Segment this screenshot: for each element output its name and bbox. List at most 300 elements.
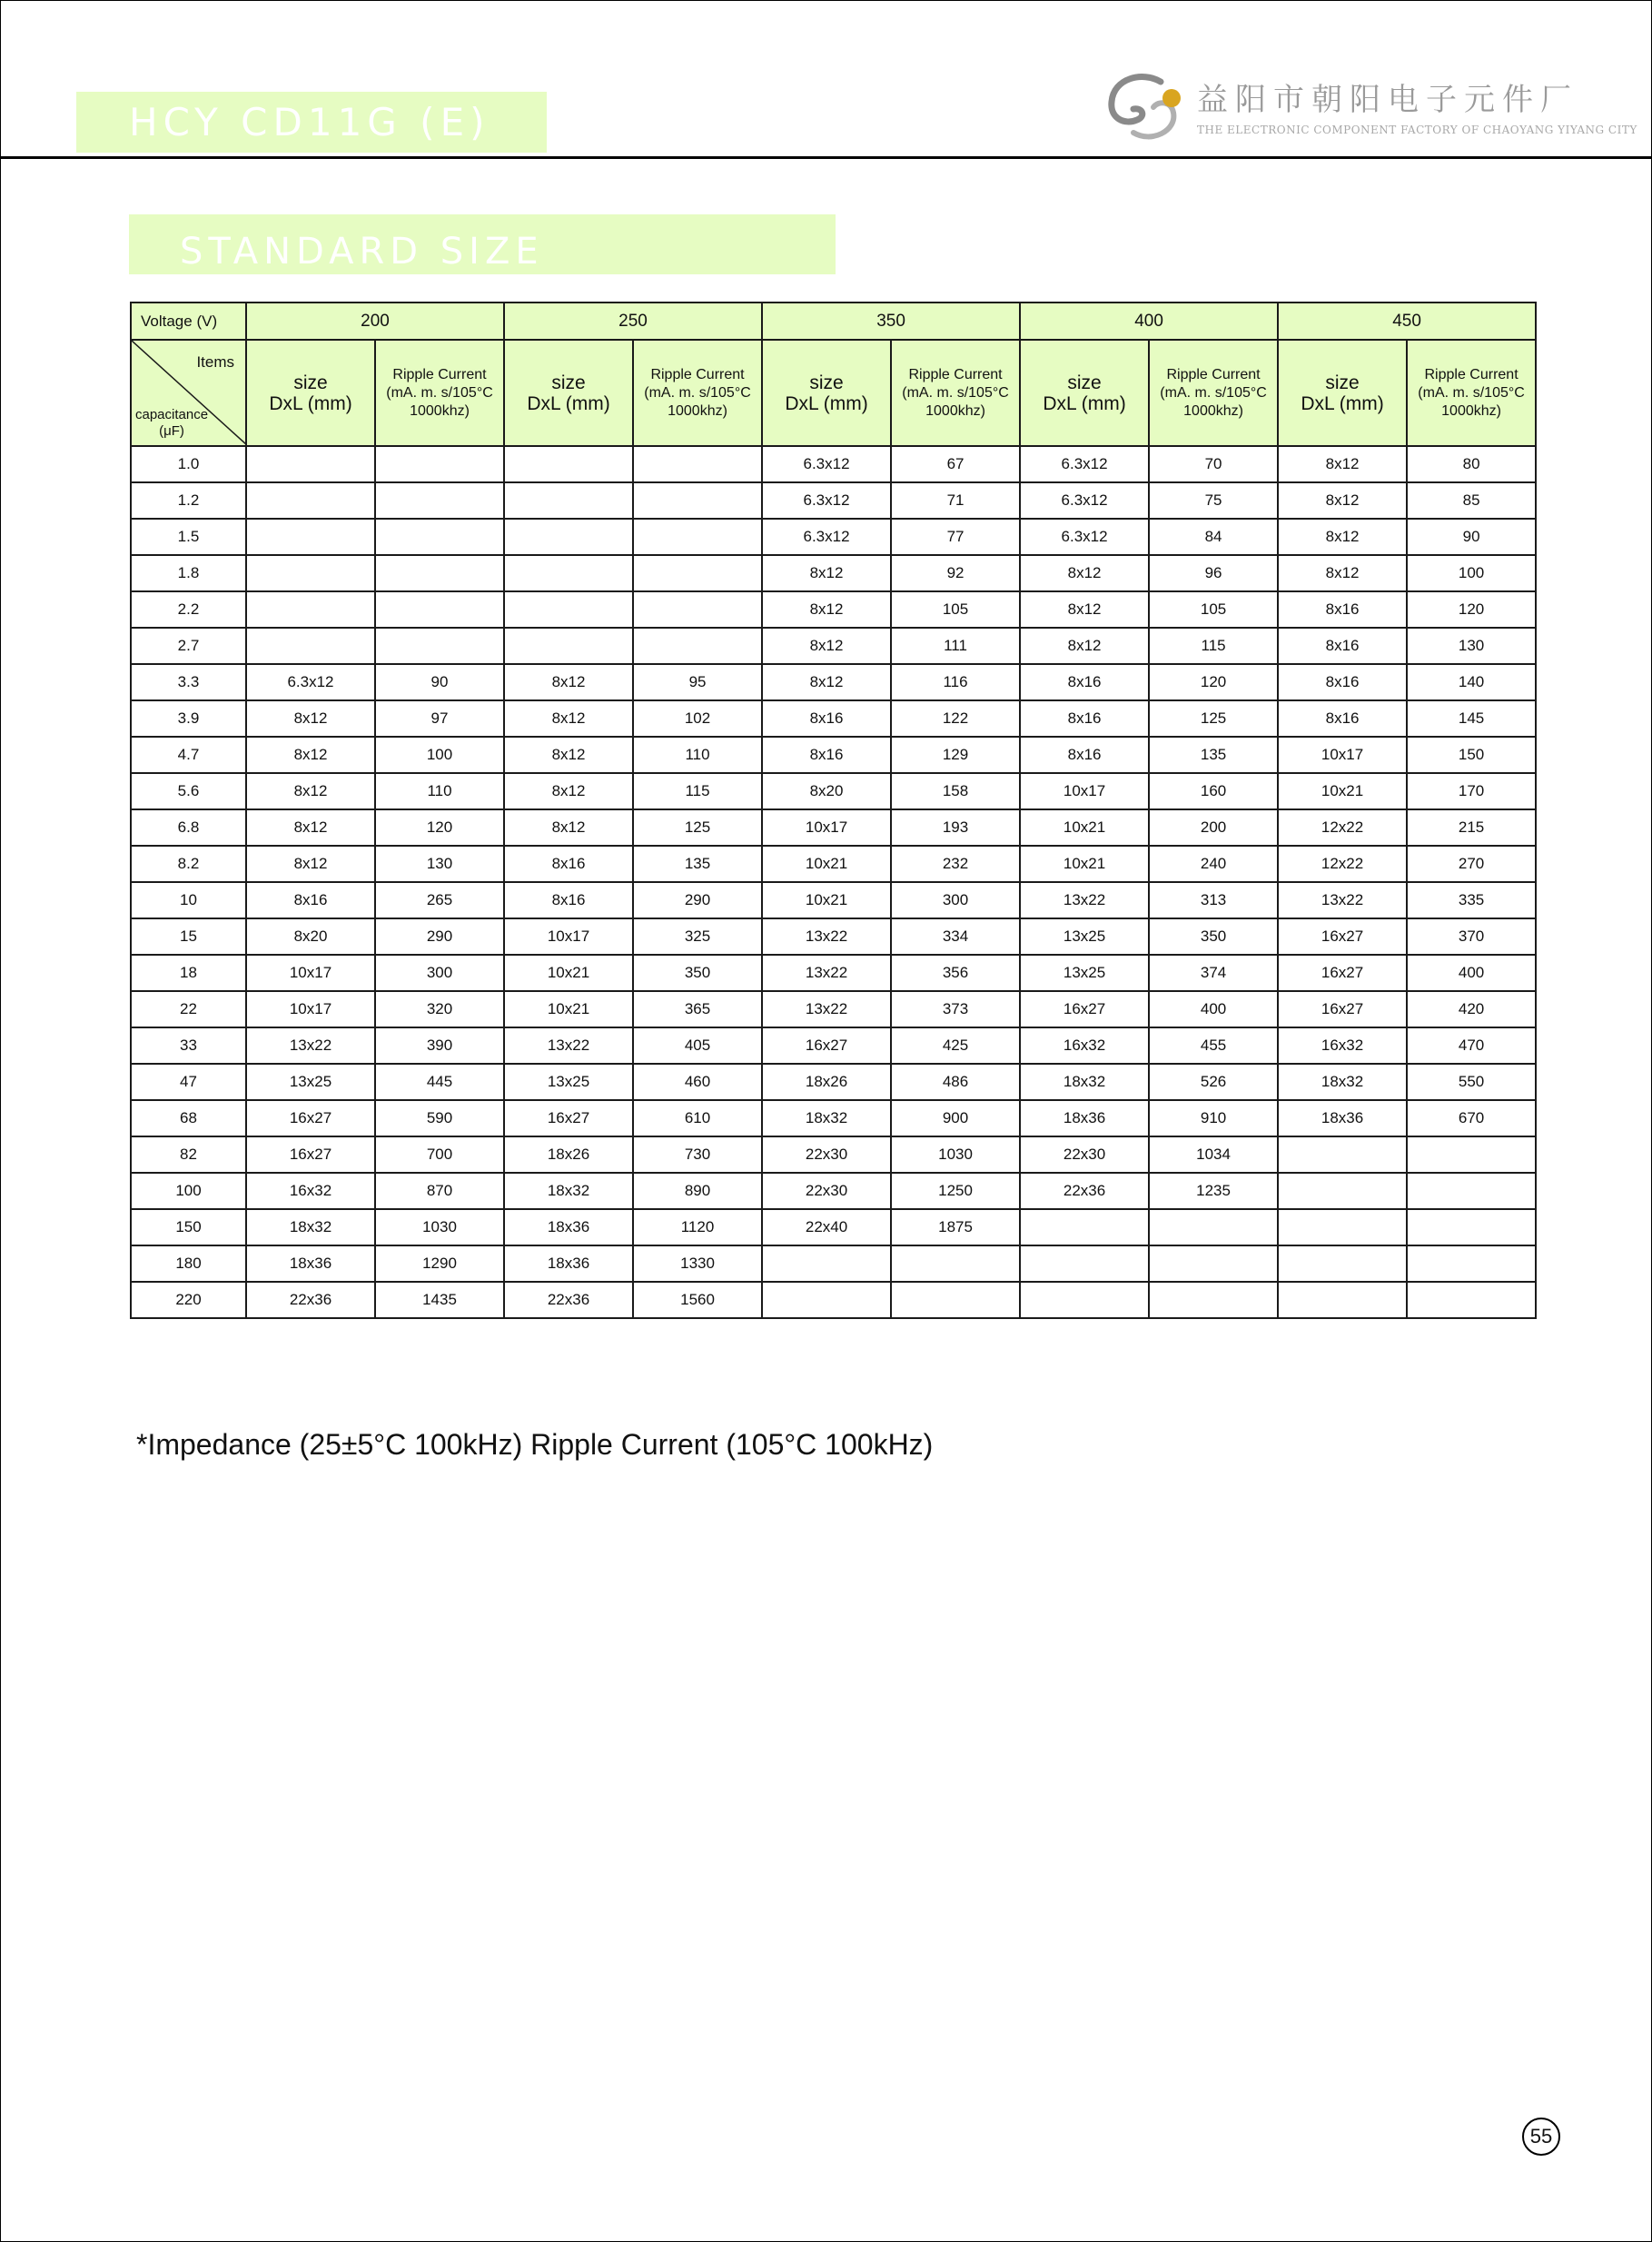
size-cell: 8x12 <box>762 555 891 591</box>
size-cell <box>1020 1245 1149 1282</box>
ripple-header-line: Ripple Current <box>650 366 745 382</box>
size-cell <box>504 482 633 519</box>
size-cell: 8x12 <box>1278 555 1407 591</box>
size-cell: 18x32 <box>1020 1064 1149 1100</box>
size-cell <box>504 591 633 628</box>
voltage-label: Voltage (V) <box>131 303 246 340</box>
size-cell <box>504 519 633 555</box>
table-row <box>131 918 1536 955</box>
ripple-current-cell: 445 <box>375 1064 504 1100</box>
size-cell: 8x12 <box>246 773 375 809</box>
ripple-current-cell: 290 <box>375 918 504 955</box>
capacitance-cell: 3.9 <box>131 700 246 737</box>
ripple-current-cell: 150 <box>1407 737 1536 773</box>
capacitance-cell: 1.2 <box>131 482 246 519</box>
ripple-current-cell: 90 <box>1407 519 1536 555</box>
voltage-200: 200 <box>246 303 504 340</box>
ripple-header-line: Ripple Current <box>908 366 1003 382</box>
ripple-current-cell: 425 <box>891 1027 1020 1064</box>
ripple-current-cell: 325 <box>633 918 762 955</box>
capacitance-cell: 1.0 <box>131 446 246 482</box>
ripple-current-cell: 400 <box>1149 991 1278 1027</box>
size-cell: 6.3x12 <box>246 664 375 700</box>
size-header <box>1278 340 1407 446</box>
size-cell: 8x16 <box>1278 664 1407 700</box>
ripple-current-cell: 145 <box>1407 700 1536 737</box>
size-cell: 8x12 <box>246 846 375 882</box>
size-cell: 18x36 <box>504 1209 633 1245</box>
ripple-current-header <box>1407 340 1536 446</box>
size-cell: 12x22 <box>1278 809 1407 846</box>
size-cell <box>246 555 375 591</box>
ripple-current-cell: 100 <box>375 737 504 773</box>
ripple-current-cell: 84 <box>1149 519 1278 555</box>
company-name-english: THE ELECTRONIC COMPONENT FACTORY OF CHAOYANG YIYANG CITY <box>1197 124 1637 136</box>
capacitance-cell: 3.3 <box>131 664 246 700</box>
ripple-current-cell: 374 <box>1149 955 1278 991</box>
size-cell: 16x27 <box>762 1027 891 1064</box>
ripple-current-cell: 405 <box>633 1027 762 1064</box>
ripple-current-cell <box>375 591 504 628</box>
ripple-current-cell: 240 <box>1149 846 1278 882</box>
size-cell: 6.3x12 <box>1020 446 1149 482</box>
size-cell: 6.3x12 <box>762 482 891 519</box>
ripple-header-line: (mA. m. s/105°C <box>1160 384 1267 401</box>
capacitance-cell: 18 <box>131 955 246 991</box>
ripple-header-line: (mA. m. s/105°C <box>644 384 751 401</box>
size-cell: 10x17 <box>504 918 633 955</box>
size-cell: 6.3x12 <box>1020 482 1149 519</box>
size-cell: 22x36 <box>504 1282 633 1318</box>
size-cell <box>1278 1245 1407 1282</box>
size-cell: 13x22 <box>762 955 891 991</box>
product-title: HCY CD11G (E) <box>76 92 547 153</box>
size-cell: 16x27 <box>1278 991 1407 1027</box>
ripple-current-cell: 70 <box>1149 446 1278 482</box>
ripple-current-cell: 105 <box>891 591 1020 628</box>
size-cell: 10x17 <box>1278 737 1407 773</box>
capacitance-label <box>135 407 208 440</box>
voltage-400: 400 <box>1020 303 1278 340</box>
ripple-current-cell: 170 <box>1407 773 1536 809</box>
ripple-current-cell: 356 <box>891 955 1020 991</box>
ripple-current-cell: 158 <box>891 773 1020 809</box>
size-cell: 18x26 <box>504 1136 633 1173</box>
size-cell: 18x36 <box>1278 1100 1407 1136</box>
ripple-current-cell: 870 <box>375 1173 504 1209</box>
size-cell: 6.3x12 <box>762 446 891 482</box>
ripple-current-cell: 900 <box>891 1100 1020 1136</box>
size-cell: 8x16 <box>1020 664 1149 700</box>
size-cell: 13x25 <box>1020 955 1149 991</box>
ripple-current-cell: 122 <box>891 700 1020 737</box>
size-cell: 16x27 <box>1278 955 1407 991</box>
size-cell: 22x36 <box>1020 1173 1149 1209</box>
ripple-header-line: 1000khz) <box>925 402 985 419</box>
ripple-current-cell: 125 <box>633 809 762 846</box>
size-cell: 16x32 <box>246 1173 375 1209</box>
ripple-current-cell <box>1407 1209 1536 1245</box>
size-cell: 13x22 <box>1020 882 1149 918</box>
table-row <box>131 1245 1536 1282</box>
size-header-line: DxL (mm) <box>269 392 352 414</box>
size-header-line: size <box>1067 372 1102 393</box>
table-row <box>131 446 1536 482</box>
page-number: 55 <box>1522 2118 1560 2156</box>
size-cell: 8x16 <box>504 882 633 918</box>
size-cell: 16x27 <box>1278 918 1407 955</box>
ripple-current-cell: 92 <box>891 555 1020 591</box>
ripple-current-header <box>1149 340 1278 446</box>
ripple-current-cell: 1030 <box>891 1136 1020 1173</box>
size-cell: 10x21 <box>504 991 633 1027</box>
ripple-current-cell <box>891 1282 1020 1318</box>
size-cell: 8x16 <box>1278 628 1407 664</box>
capacitance-cell: 68 <box>131 1100 246 1136</box>
ripple-header-line: 1000khz) <box>1183 402 1243 419</box>
size-cell: 16x32 <box>1278 1027 1407 1064</box>
size-cell: 13x25 <box>1020 918 1149 955</box>
size-cell: 8x12 <box>762 664 891 700</box>
standard-size-table <box>130 302 1537 1319</box>
size-cell: 16x32 <box>1020 1027 1149 1064</box>
size-cell: 10x21 <box>762 846 891 882</box>
table-row <box>131 664 1536 700</box>
ripple-current-cell: 160 <box>1149 773 1278 809</box>
size-header-line: DxL (mm) <box>785 392 868 414</box>
size-cell: 10x21 <box>1278 773 1407 809</box>
size-cell <box>1278 1136 1407 1173</box>
ripple-header-line: 1000khz) <box>668 402 727 419</box>
size-cell: 8x12 <box>762 591 891 628</box>
ripple-current-cell: 85 <box>1407 482 1536 519</box>
ripple-current-cell: 460 <box>633 1064 762 1100</box>
ripple-current-cell: 1250 <box>891 1173 1020 1209</box>
size-cell: 8x16 <box>762 737 891 773</box>
ripple-header-line: 1000khz) <box>410 402 470 419</box>
size-cell <box>1020 1282 1149 1318</box>
ripple-header-line: (mA. m. s/105°C <box>902 384 1009 401</box>
size-cell: 16x27 <box>246 1100 375 1136</box>
ripple-current-cell: 320 <box>375 991 504 1027</box>
table-row <box>131 882 1536 918</box>
table-row <box>131 737 1536 773</box>
size-cell: 10x21 <box>1020 846 1149 882</box>
ripple-current-cell: 550 <box>1407 1064 1536 1100</box>
size-cell: 8x12 <box>504 737 633 773</box>
capacitance-cell: 33 <box>131 1027 246 1064</box>
size-cell: 8x12 <box>504 773 633 809</box>
size-cell: 12x22 <box>1278 846 1407 882</box>
ripple-current-cell: 1235 <box>1149 1173 1278 1209</box>
ripple-current-cell: 486 <box>891 1064 1020 1100</box>
ripple-current-cell <box>633 591 762 628</box>
size-cell <box>1278 1209 1407 1245</box>
ripple-current-cell: 300 <box>375 955 504 991</box>
ripple-current-cell <box>633 446 762 482</box>
size-header-line: size <box>293 372 328 393</box>
size-cell: 8x12 <box>1278 519 1407 555</box>
size-cell: 10x17 <box>246 991 375 1027</box>
ripple-current-cell: 400 <box>1407 955 1536 991</box>
ripple-current-cell: 111 <box>891 628 1020 664</box>
ripple-current-cell: 215 <box>1407 809 1536 846</box>
capacitance-cell: 6.8 <box>131 809 246 846</box>
size-cell: 13x22 <box>504 1027 633 1064</box>
ripple-current-cell <box>633 482 762 519</box>
size-cell: 10x17 <box>246 955 375 991</box>
capacitance-cell: 10 <box>131 882 246 918</box>
ripple-current-cell: 100 <box>1407 555 1536 591</box>
ripple-current-cell: 1435 <box>375 1282 504 1318</box>
ripple-current-cell: 610 <box>633 1100 762 1136</box>
voltage-250: 250 <box>504 303 762 340</box>
ripple-current-cell: 300 <box>891 882 1020 918</box>
ripple-current-cell: 910 <box>1149 1100 1278 1136</box>
ripple-current-cell <box>375 446 504 482</box>
size-cell: 8x16 <box>1278 700 1407 737</box>
ripple-current-cell: 129 <box>891 737 1020 773</box>
ripple-current-cell: 700 <box>375 1136 504 1173</box>
ripple-current-cell <box>375 628 504 664</box>
ripple-current-cell: 1030 <box>375 1209 504 1245</box>
table-row <box>131 1209 1536 1245</box>
ripple-current-cell: 1330 <box>633 1245 762 1282</box>
table-row <box>131 1100 1536 1136</box>
size-cell: 22x30 <box>1020 1136 1149 1173</box>
size-cell: 8x12 <box>1020 555 1149 591</box>
ripple-current-cell: 97 <box>375 700 504 737</box>
ripple-current-cell: 120 <box>1149 664 1278 700</box>
size-cell: 16x27 <box>1020 991 1149 1027</box>
capacitance-cell: 8.2 <box>131 846 246 882</box>
size-cell: 8x12 <box>1278 482 1407 519</box>
ripple-current-cell: 135 <box>1149 737 1278 773</box>
ripple-current-cell: 110 <box>375 773 504 809</box>
table-row <box>131 591 1536 628</box>
items-capacitance-corner <box>131 340 246 446</box>
size-cell: 16x27 <box>504 1100 633 1136</box>
ripple-current-cell: 116 <box>891 664 1020 700</box>
size-header-line: size <box>1325 372 1360 393</box>
size-cell: 8x12 <box>504 700 633 737</box>
ripple-current-cell: 140 <box>1407 664 1536 700</box>
capacitance-cell: 47 <box>131 1064 246 1100</box>
size-cell: 8x12 <box>1020 628 1149 664</box>
size-cell <box>762 1282 891 1318</box>
size-cell: 8x12 <box>504 809 633 846</box>
ripple-current-cell: 130 <box>375 846 504 882</box>
ripple-current-cell: 120 <box>375 809 504 846</box>
size-cell <box>1278 1173 1407 1209</box>
ripple-current-cell: 670 <box>1407 1100 1536 1136</box>
ripple-current-cell: 590 <box>375 1100 504 1136</box>
size-cell: 13x25 <box>246 1064 375 1100</box>
capacitance-cell: 150 <box>131 1209 246 1245</box>
size-cell <box>504 628 633 664</box>
size-header <box>246 340 375 446</box>
table-row <box>131 1064 1536 1100</box>
ripple-current-cell: 125 <box>1149 700 1278 737</box>
size-cell: 8x16 <box>246 882 375 918</box>
size-cell: 8x12 <box>246 700 375 737</box>
voltage-450: 450 <box>1278 303 1536 340</box>
size-cell: 18x36 <box>246 1245 375 1282</box>
size-cell <box>504 555 633 591</box>
table-row <box>131 628 1536 664</box>
capacitance-label-text: capacitance <box>135 407 209 422</box>
ripple-current-cell <box>375 482 504 519</box>
size-cell: 22x40 <box>762 1209 891 1245</box>
ripple-current-cell: 110 <box>633 737 762 773</box>
size-header-line: DxL (mm) <box>1301 392 1384 414</box>
ripple-current-cell <box>1407 1245 1536 1282</box>
size-cell: 8x12 <box>1020 591 1149 628</box>
size-cell: 8x12 <box>246 809 375 846</box>
size-cell: 8x12 <box>762 628 891 664</box>
capacitance-cell: 1.8 <box>131 555 246 591</box>
size-cell: 8x16 <box>762 700 891 737</box>
ripple-current-cell: 265 <box>375 882 504 918</box>
size-header <box>504 340 633 446</box>
table-row <box>131 700 1536 737</box>
size-cell: 18x32 <box>1278 1064 1407 1100</box>
ripple-current-cell <box>1407 1282 1536 1318</box>
ripple-current-cell: 730 <box>633 1136 762 1173</box>
ripple-current-cell: 1120 <box>633 1209 762 1245</box>
ripple-header-line: Ripple Current <box>392 366 487 382</box>
ripple-current-cell: 200 <box>1149 809 1278 846</box>
size-header-line: size <box>551 372 586 393</box>
size-cell: 16x27 <box>246 1136 375 1173</box>
ripple-current-cell: 890 <box>633 1173 762 1209</box>
ripple-current-cell: 67 <box>891 446 1020 482</box>
size-cell: 6.3x12 <box>1020 519 1149 555</box>
size-cell: 10x21 <box>1020 809 1149 846</box>
ripple-current-cell: 470 <box>1407 1027 1536 1064</box>
table-row <box>131 991 1536 1027</box>
table-row <box>131 809 1536 846</box>
ripple-current-cell: 334 <box>891 918 1020 955</box>
ripple-current-cell: 95 <box>633 664 762 700</box>
size-cell: 8x12 <box>246 737 375 773</box>
ripple-current-header <box>633 340 762 446</box>
ripple-current-cell: 370 <box>1407 918 1536 955</box>
size-cell: 8x16 <box>1020 737 1149 773</box>
ripple-current-cell: 290 <box>633 882 762 918</box>
ripple-current-cell: 135 <box>633 846 762 882</box>
size-cell: 13x22 <box>762 991 891 1027</box>
voltage-350: 350 <box>762 303 1020 340</box>
size-header-line: DxL (mm) <box>1043 392 1126 414</box>
ripple-header-line: 1000khz) <box>1441 402 1501 419</box>
ripple-current-cell: 77 <box>891 519 1020 555</box>
table-row <box>131 482 1536 519</box>
ripple-current-cell: 105 <box>1149 591 1278 628</box>
ripple-current-cell <box>891 1245 1020 1282</box>
ripple-current-cell: 350 <box>633 955 762 991</box>
ripple-current-header <box>375 340 504 446</box>
size-cell: 22x36 <box>246 1282 375 1318</box>
capacitance-cell: 180 <box>131 1245 246 1282</box>
table-row <box>131 519 1536 555</box>
size-cell: 10x21 <box>762 882 891 918</box>
size-cell: 18x36 <box>1020 1100 1149 1136</box>
size-cell: 8x20 <box>762 773 891 809</box>
table-row <box>131 773 1536 809</box>
ripple-header-line: Ripple Current <box>1424 366 1518 382</box>
capacitance-cell: 4.7 <box>131 737 246 773</box>
size-cell: 18x32 <box>246 1209 375 1245</box>
ripple-current-header <box>891 340 1020 446</box>
ripple-current-cell: 1290 <box>375 1245 504 1282</box>
ripple-current-cell <box>1407 1173 1536 1209</box>
ripple-current-cell <box>633 555 762 591</box>
size-cell: 8x16 <box>1278 591 1407 628</box>
ripple-current-cell <box>375 555 504 591</box>
size-cell: 18x32 <box>762 1100 891 1136</box>
size-cell: 6.3x12 <box>762 519 891 555</box>
ripple-current-cell <box>375 519 504 555</box>
ripple-current-cell: 120 <box>1407 591 1536 628</box>
size-cell: 13x22 <box>1278 882 1407 918</box>
size-header-line: DxL (mm) <box>527 392 610 414</box>
ripple-current-cell: 1560 <box>633 1282 762 1318</box>
table-row <box>131 955 1536 991</box>
size-cell <box>246 446 375 482</box>
header-divider <box>0 156 1652 159</box>
ripple-current-cell: 115 <box>1149 628 1278 664</box>
size-cell: 10x17 <box>762 809 891 846</box>
ripple-current-cell: 526 <box>1149 1064 1278 1100</box>
ripple-current-cell: 115 <box>633 773 762 809</box>
ripple-current-cell: 1875 <box>891 1209 1020 1245</box>
ripple-header-line: (mA. m. s/105°C <box>386 384 493 401</box>
size-cell <box>1278 1282 1407 1318</box>
capacitance-cell: 82 <box>131 1136 246 1173</box>
size-cell <box>504 446 633 482</box>
ripple-current-cell: 1034 <box>1149 1136 1278 1173</box>
size-cell: 10x17 <box>1020 773 1149 809</box>
voltage-header-row <box>131 303 1536 340</box>
ripple-current-cell: 71 <box>891 482 1020 519</box>
ripple-current-cell <box>1149 1209 1278 1245</box>
capacitance-cell: 2.2 <box>131 591 246 628</box>
test-conditions-note: *Impedance (25±5°C 100kHz) Ripple Current (105°C 100kHz) <box>136 1428 934 1461</box>
column-header-row <box>131 340 1536 446</box>
ripple-current-cell: 193 <box>891 809 1020 846</box>
table-row <box>131 555 1536 591</box>
size-cell <box>246 591 375 628</box>
capacitance-cell: 220 <box>131 1282 246 1318</box>
capacitance-cell: 22 <box>131 991 246 1027</box>
ripple-header-line: (mA. m. s/105°C <box>1418 384 1525 401</box>
size-cell: 22x30 <box>762 1173 891 1209</box>
ripple-current-cell <box>1407 1136 1536 1173</box>
size-cell: 8x16 <box>504 846 633 882</box>
size-cell: 13x25 <box>504 1064 633 1100</box>
ripple-current-cell: 390 <box>375 1027 504 1064</box>
size-cell: 18x26 <box>762 1064 891 1100</box>
size-cell: 8x20 <box>246 918 375 955</box>
capacitance-cell: 2.7 <box>131 628 246 664</box>
ripple-current-cell <box>633 519 762 555</box>
size-cell: 22x30 <box>762 1136 891 1173</box>
size-cell: 8x12 <box>504 664 633 700</box>
ripple-current-cell: 350 <box>1149 918 1278 955</box>
table-row <box>131 1027 1536 1064</box>
capacitance-unit: (μF) <box>159 423 184 439</box>
